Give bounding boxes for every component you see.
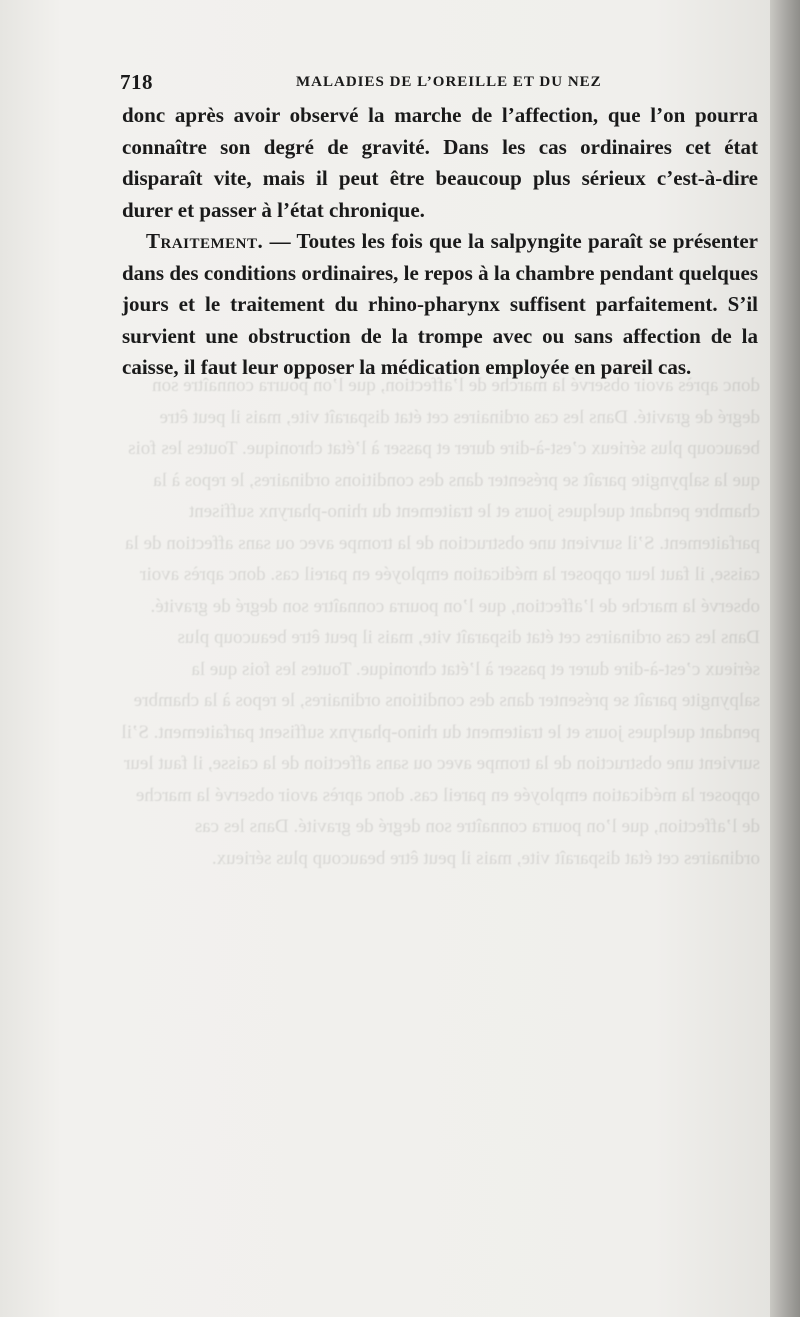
page-number: 718 xyxy=(120,70,153,94)
page-header xyxy=(120,70,760,100)
running-title: MALADIES DE L’OREILLE ET DU NEZ xyxy=(296,74,602,90)
paragraph-1: donc après avoir observé la marche de l’affection, que l’on pourra connaître son degré de gravité. Dans les cas ordinaires cet état disparaît vite, mais il peut être beaucoup plus sérieux c’est-à-dire durer et passer à l’état chronique. xyxy=(122,103,758,222)
body-text xyxy=(122,100,758,384)
section-heading: Traitement. xyxy=(146,229,264,253)
page-edge-shadow xyxy=(770,0,800,1317)
paragraph-2 xyxy=(122,226,758,384)
show-through-text: donc après avoir observé la marche de l’affection, que l’on pourra connaître son degré de gravité. Dans les cas ordinaires cet état disparaît vite, mais il peut être beaucoup plus sérieux c’est-à-dire durer et passer à l’état chronique. Toutes les fois que la salpyngite paraît se présenter dans des conditions ordinaires, le repos à la chambre pendant quelques jours et le traitement du rhino-pharynx suffisent parfaitement. S’il survient une obstruction de la trompe avec ou sans affection de la caisse, il faut leur opposer la médication employée en pareil cas. donc après avoir observé la marche de l’affection, que l’on pourra connaître son degré de gravité. Dans les cas ordinaires cet état disparaît vite, mais il peut être beaucoup plus sérieux c’est-à-dire durer et passer à l’état chronique. Toutes les fois que la salpyngite paraît se présenter dans des conditions ordinaires, le repos à la chambre pendant quelques jours et le traitement du rhino-pharynx suffisent parfaitement. S’il survient une obstruction de la trompe avec ou sans affection de la caisse, il faut leur opposer la médication employée en pareil cas. donc après avoir observé la marche de l’affection, que l’on pourra connaître son degré de gravité. Dans les cas ordinaires cet état disparaît vite, mais il peut être beaucoup plus sérieux. xyxy=(121,375,760,869)
paragraph-2-text: — Toutes les fois que la salpyngite paraît se présenter dans des conditions ordinaires, le repos à la chambre pendant quelques jours et le traitement du rhino-pharynx suffisent parfaitement. S’il survient une obstruction de la trompe avec ou sans affection de la caisse, il faut leur opposer la médication employée en pareil cas. xyxy=(122,229,758,379)
